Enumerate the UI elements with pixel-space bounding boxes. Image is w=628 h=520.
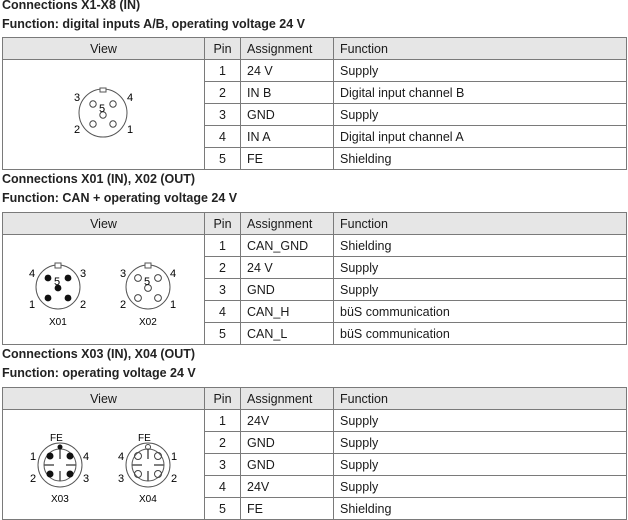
assignment-cell: FE xyxy=(241,498,334,520)
function-cell: büS communication xyxy=(334,323,627,345)
function-cell: Supply xyxy=(334,257,627,279)
pin-header: Pin xyxy=(205,213,241,235)
function-header: Function xyxy=(334,213,627,235)
view-diagram-cell xyxy=(3,410,205,520)
pin-cell: 2 xyxy=(205,432,241,454)
connection-table-x01-x02 xyxy=(2,212,627,345)
x01-label: X01 xyxy=(49,317,67,328)
section-3-heading: Connections X03 (IN), X04 (OUT) xyxy=(2,347,196,361)
x02-pin-label: 2 xyxy=(120,299,127,311)
x04-pin-label: 1 xyxy=(171,451,178,463)
pin-cell: 1 xyxy=(205,235,241,257)
pin-cell: 3 xyxy=(205,279,241,301)
x03-pin-label: 3 xyxy=(83,473,90,485)
pin-cell: 4 xyxy=(205,476,241,498)
pin-label-1: 1 xyxy=(127,124,134,136)
view-diagram-cell xyxy=(3,235,205,345)
function-cell: Supply xyxy=(334,432,627,454)
x04-pin-label: 3 xyxy=(118,473,125,485)
function-cell: Shielding xyxy=(334,148,627,170)
function-cell: Shielding xyxy=(334,498,627,520)
function-cell: Supply xyxy=(334,454,627,476)
function-cell: Digital input channel A xyxy=(334,126,627,148)
assignment-cell: GND xyxy=(241,432,334,454)
x02-pin-label: 3 xyxy=(120,268,127,280)
x02-connector xyxy=(120,263,176,328)
x01-pin-label: 1 xyxy=(29,299,36,311)
assignment-header: Assignment xyxy=(241,388,334,410)
section-1-function: Function: digital inputs A/B, operating voltage 24 V xyxy=(2,17,306,31)
x02-pin-label: 5 xyxy=(144,276,151,288)
pin-cell: 4 xyxy=(205,126,241,148)
x03-label: X03 xyxy=(51,494,69,505)
assignment-cell: FE xyxy=(241,148,334,170)
x01-connector xyxy=(29,263,86,328)
function-header: Function xyxy=(334,38,627,60)
x04-connector xyxy=(118,433,177,505)
view-header: View xyxy=(3,38,205,60)
function-cell: Shielding xyxy=(334,235,627,257)
assignment-cell: IN B xyxy=(241,82,334,104)
pin-cell: 5 xyxy=(205,498,241,520)
connector-diagram-a-coded xyxy=(3,60,203,168)
section-2-heading: Connections X01 (IN), X02 (OUT) xyxy=(2,172,196,186)
x01-pin-label: 5 xyxy=(54,276,61,288)
function-header: Function xyxy=(334,388,627,410)
section-1-heading: Connections X1-X8 (IN) xyxy=(2,0,141,12)
x01-pin-label: 2 xyxy=(80,299,87,311)
table-header-row xyxy=(3,213,627,235)
x03-pin-label: 1 xyxy=(30,451,37,463)
assignment-cell: CAN_L xyxy=(241,323,334,345)
view-header: View xyxy=(3,388,205,410)
x03-pin-label: 2 xyxy=(30,473,37,485)
function-cell: Supply xyxy=(334,410,627,432)
assignment-cell: 24 V xyxy=(241,257,334,279)
x03-connector xyxy=(30,433,89,505)
function-cell: Digital input channel B xyxy=(334,82,627,104)
x03-fe-label: FE xyxy=(50,433,63,444)
connection-table-x03-x04 xyxy=(2,387,627,520)
pin-cell: 1 xyxy=(205,410,241,432)
view-diagram-cell xyxy=(3,60,205,170)
table-header-row xyxy=(3,388,627,410)
pin-label-2: 2 xyxy=(74,124,81,136)
x04-pin-label: 2 xyxy=(171,473,178,485)
pin-cell: 4 xyxy=(205,301,241,323)
x02-label: X02 xyxy=(139,317,157,328)
table-row xyxy=(3,410,627,432)
x04-fe-label: FE xyxy=(138,433,151,444)
function-cell: Supply xyxy=(334,279,627,301)
table-row xyxy=(3,235,627,257)
assignment-cell: GND xyxy=(241,104,334,126)
pin-cell: 2 xyxy=(205,82,241,104)
pin-header: Pin xyxy=(205,38,241,60)
assignment-cell: 24 V xyxy=(241,60,334,82)
pin-cell: 3 xyxy=(205,104,241,126)
pin-cell: 3 xyxy=(205,454,241,476)
section-2-function: Function: CAN + operating voltage 24 V xyxy=(2,191,238,205)
assignment-header: Assignment xyxy=(241,38,334,60)
x01-pin-label: 4 xyxy=(29,268,36,280)
pin-cell: 2 xyxy=(205,257,241,279)
assignment-cell: GND xyxy=(241,279,334,301)
function-cell: Supply xyxy=(334,60,627,82)
function-cell: Supply xyxy=(334,104,627,126)
x02-pin-label: 4 xyxy=(170,268,177,280)
section-3-function: Function: operating voltage 24 V xyxy=(2,366,196,380)
function-cell: büS communication xyxy=(334,301,627,323)
x03-pin-label: 4 xyxy=(83,451,90,463)
connector-diagram-can xyxy=(3,235,203,343)
assignment-cell: 24V xyxy=(241,410,334,432)
assignment-header: Assignment xyxy=(241,213,334,235)
x02-pin-label: 1 xyxy=(170,299,177,311)
pin-header: Pin xyxy=(205,388,241,410)
table-header-row xyxy=(3,38,627,60)
pin-label-3: 3 xyxy=(74,92,81,104)
assignment-cell: CAN_H xyxy=(241,301,334,323)
x04-label: X04 xyxy=(139,494,157,505)
assignment-cell: IN A xyxy=(241,126,334,148)
connection-table-x1-x8 xyxy=(2,37,627,170)
x04-pin-label: 4 xyxy=(118,451,125,463)
pin-label-5: 5 xyxy=(99,103,106,115)
pin-cell: 5 xyxy=(205,148,241,170)
x01-pin-label: 3 xyxy=(80,268,87,280)
function-cell: Supply xyxy=(334,476,627,498)
pin-cell: 1 xyxy=(205,60,241,82)
assignment-cell: CAN_GND xyxy=(241,235,334,257)
connector-diagram-power xyxy=(3,410,203,518)
pin-cell: 5 xyxy=(205,323,241,345)
table-row xyxy=(3,60,627,82)
assignment-cell: GND xyxy=(241,454,334,476)
view-header: View xyxy=(3,213,205,235)
assignment-cell: 24V xyxy=(241,476,334,498)
pin-label-4: 4 xyxy=(127,92,134,104)
